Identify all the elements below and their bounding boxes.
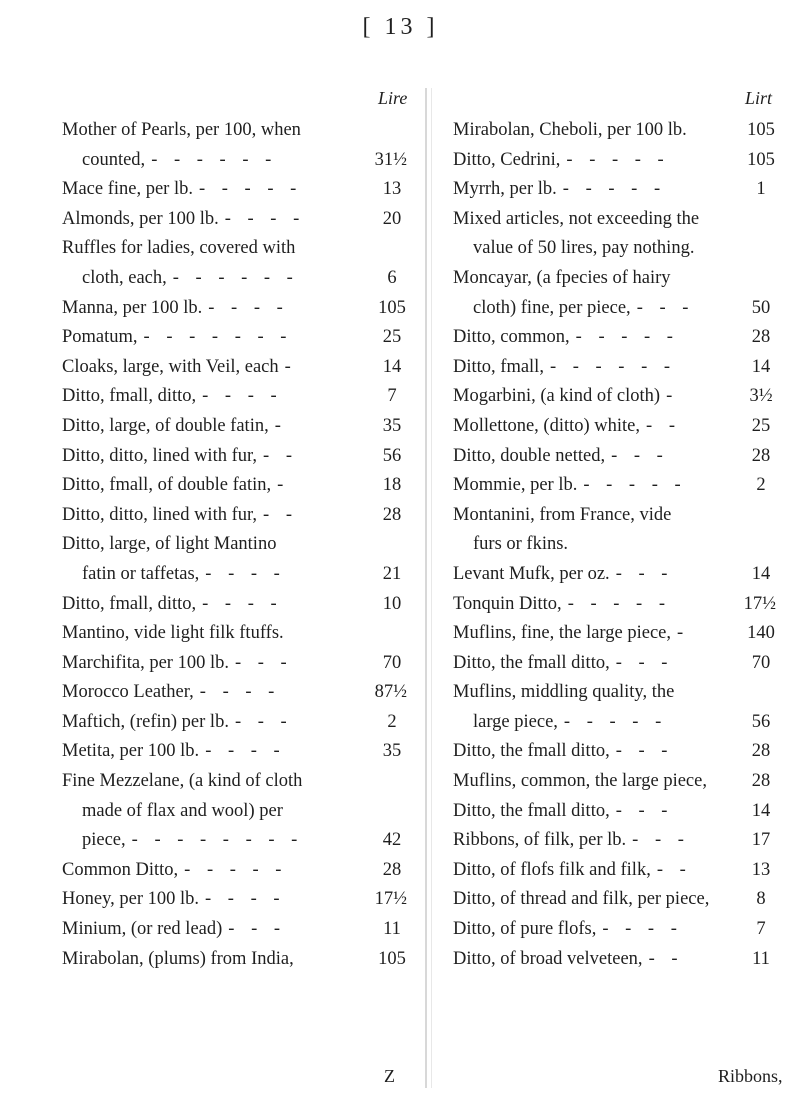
leader-dashes: [301, 116, 377, 146]
price-value: 14: [751, 800, 771, 821]
leader-dashes: [283, 797, 377, 827]
price-entry-row: [453, 767, 776, 797]
left-price-column: [62, 116, 407, 974]
price-value: 28: [751, 445, 771, 466]
price-value: 17: [751, 830, 771, 851]
leader-dashes: - - - - -: [184, 859, 288, 880]
leader-dashes: [694, 234, 746, 264]
price-value: 56: [382, 445, 402, 466]
price-value: 35: [382, 741, 402, 762]
leader-dashes: [276, 530, 377, 560]
price-value: [377, 619, 407, 649]
price-value: 28: [382, 859, 402, 880]
price-value: 20: [382, 208, 402, 229]
item-name: Ditto, common,: [453, 327, 570, 348]
item-name: cloth) fine, per piece,: [473, 297, 631, 318]
item-name: Levant Mufk, per oz.: [453, 563, 610, 584]
item-name: Muflins, middling quality, the: [453, 682, 675, 703]
price-entry-row: [62, 590, 407, 620]
leader-dashes: - - - -: [602, 919, 683, 940]
leader-dashes: [295, 234, 377, 264]
price-entry-row: [453, 856, 776, 886]
leader-dashes: - - - - -: [583, 475, 687, 496]
price-entry-row: [62, 560, 407, 590]
leader-dashes: -: [274, 415, 287, 436]
item-name: Common Ditto,: [62, 859, 179, 880]
price-entry-row: [62, 412, 407, 442]
price-entry-row: [453, 619, 776, 649]
price-entry-row: [453, 530, 776, 560]
price-entry-row: [453, 649, 776, 679]
item-name: Moncayar, (a fpecies of hairy: [453, 267, 671, 288]
price-value: 14: [751, 356, 771, 377]
leader-dashes: - -: [263, 504, 298, 525]
price-value: 105: [378, 948, 406, 969]
leader-dashes: - - -: [611, 445, 669, 466]
leader-dashes: -: [277, 475, 290, 496]
leader-dashes: - - - - -: [198, 179, 303, 200]
leader-dashes: - - - - - - - -: [131, 830, 304, 851]
item-name: Morocco Leather,: [62, 682, 194, 703]
price-value: 25: [751, 415, 771, 436]
item-name: Ribbons, of filk, per lb.: [453, 830, 627, 851]
leader-dashes: [671, 501, 746, 531]
leader-dashes: - - -: [228, 919, 287, 940]
price-value: [377, 234, 407, 264]
price-entry-row: [62, 175, 407, 205]
leader-dashes: - - - -: [202, 386, 283, 407]
price-value: 6: [387, 267, 397, 288]
leader-dashes: - - - - -: [562, 179, 667, 200]
price-entry-row: [453, 146, 776, 176]
item-name: Mirabolan, (plums) from India,: [62, 948, 294, 969]
price-value: 28: [751, 327, 771, 348]
price-value: 17½: [374, 889, 407, 910]
leader-dashes: [294, 945, 377, 975]
price-entry-row: [453, 175, 776, 205]
item-name: Tonquin Ditto,: [453, 593, 562, 614]
price-entry-row: [62, 767, 407, 797]
leader-dashes: -: [284, 356, 297, 377]
price-entry-row: [62, 708, 407, 738]
item-name: Myrrh, per lb.: [453, 179, 557, 200]
price-value: 70: [751, 652, 771, 673]
price-entry-row: [453, 797, 776, 827]
leader-dashes: - -: [648, 948, 684, 969]
catchword: Ribbons,: [718, 1066, 783, 1086]
item-name: Mommie, per lb.: [453, 475, 578, 496]
leader-dashes: [568, 530, 746, 560]
item-name: counted,: [82, 149, 146, 170]
item-name: Ditto, double netted,: [453, 445, 606, 466]
item-name: Ditto, of thread and filk, per piece,: [453, 889, 710, 910]
price-entry-row: [62, 146, 407, 176]
item-name: Ditto, the fmall ditto,: [453, 741, 610, 762]
leader-dashes: - - - -: [205, 889, 286, 910]
price-value: 87½: [374, 682, 407, 703]
leader-dashes: - - - -: [205, 741, 286, 762]
leader-dashes: - -: [656, 859, 692, 880]
price-value: 105: [747, 149, 775, 170]
price-value: [377, 797, 407, 827]
leader-dashes: -: [666, 386, 679, 407]
leader-dashes: [284, 619, 377, 649]
leader-dashes: - - -: [632, 830, 690, 851]
item-name: Honey, per 100 lb.: [62, 889, 200, 910]
leader-dashes: - - -: [234, 652, 293, 673]
price-value: 105: [747, 120, 775, 140]
item-name: Fine Mezzelane, (a kind of cloth: [62, 771, 303, 792]
price-value: 31½: [374, 149, 407, 170]
price-entry-row: [453, 885, 776, 915]
leader-dashes: - - - -: [202, 593, 283, 614]
item-name: fatin or taffetas,: [82, 563, 200, 584]
price-value: [746, 264, 776, 294]
price-entry-row: [62, 619, 407, 649]
item-name: Ditto, fmall, ditto,: [62, 386, 197, 407]
price-entry-row: [62, 885, 407, 915]
right-price-column: [453, 116, 776, 974]
price-value: 56: [751, 711, 771, 732]
leader-dashes: - - - - -: [567, 593, 671, 614]
price-entry-row: [62, 471, 407, 501]
item-name: Mace fine, per lb.: [62, 179, 193, 200]
leader-dashes: - - - - -: [566, 149, 670, 170]
item-name: Metita, per 100 lb.: [62, 741, 200, 762]
item-name: cloth, each,: [82, 267, 167, 288]
item-name: Ditto, large, of light Mantino: [62, 534, 277, 555]
item-name: Mixed articles, not exceeding the: [453, 208, 700, 229]
leader-dashes: [707, 767, 746, 797]
item-name: Montanini, from France, vide: [453, 504, 672, 525]
price-entry-row: [62, 442, 407, 472]
item-name: Mogarbini, (a kind of cloth): [453, 386, 661, 407]
leader-dashes: - - - -: [199, 682, 281, 703]
item-name: Almonds, per 100 lb.: [62, 208, 219, 229]
price-entry-row: [453, 234, 776, 264]
price-entry-row: [62, 826, 407, 856]
price-value: 14: [751, 563, 771, 584]
price-entry-row: [62, 649, 407, 679]
leader-dashes: - - - - - -: [151, 149, 278, 170]
leader-dashes: - -: [263, 445, 298, 466]
price-value: 2: [756, 475, 766, 496]
price-value: [746, 205, 776, 235]
item-name: Ditto, fmall, of double fatin,: [62, 475, 272, 496]
price-entry-row: [453, 590, 776, 620]
item-name: Mirabolan, Cheboli, per 100 lb.: [453, 120, 687, 140]
price-value: [746, 501, 776, 531]
price-entry-row: [453, 501, 776, 531]
price-value: 10: [382, 593, 402, 614]
leader-dashes: - - - - - - -: [143, 327, 293, 348]
price-entry-row: [453, 116, 776, 146]
item-name: Ditto, of broad velveteen,: [453, 948, 643, 969]
leader-dashes: -: [677, 623, 690, 644]
item-name: Muflins, fine, the large piece,: [453, 623, 671, 644]
leader-dashes: - - - - - -: [172, 267, 299, 288]
column-divider: [425, 88, 427, 1088]
item-name: Ditto, large, of double fatin,: [62, 415, 269, 436]
leader-dashes: - - - -: [224, 208, 306, 229]
price-value: 35: [382, 415, 402, 436]
column-divider-inner: [431, 88, 432, 1088]
page-number: [ 13 ]: [362, 14, 439, 40]
price-value: 1: [756, 179, 766, 200]
price-entry-row: [453, 737, 776, 767]
item-name: piece,: [82, 830, 126, 851]
price-entry-row: [62, 915, 407, 945]
item-name: Ditto, of flofs filk and filk,: [453, 859, 651, 880]
item-name: made of flax and wool) per: [82, 800, 283, 821]
price-entry-row: [453, 264, 776, 294]
signature-mark: Z: [384, 1066, 395, 1086]
item-name: value of 50 lires, pay nothing.: [473, 238, 695, 259]
price-value: 21: [382, 563, 402, 584]
price-value: 11: [383, 919, 401, 940]
price-value: 28: [751, 771, 771, 792]
item-name: large piece,: [473, 711, 558, 732]
item-name: Mantino, vide light filk ftuffs.: [62, 623, 284, 644]
price-entry-row: [453, 323, 776, 353]
leader-dashes: - - -: [615, 652, 674, 673]
price-entry-row: [453, 826, 776, 856]
item-name: furs or fkins.: [473, 534, 569, 555]
price-entry-row: [62, 797, 407, 827]
item-name: Ditto, the fmall ditto,: [453, 800, 610, 821]
leader-dashes: - - -: [234, 711, 293, 732]
price-value: 50: [751, 297, 771, 318]
price-entry-row: [453, 442, 776, 472]
item-name: Ditto, ditto, lined with fur,: [62, 445, 258, 466]
leader-dashes: - - - - - -: [549, 356, 677, 377]
price-entry-row: [62, 294, 407, 324]
leader-dashes: - - - - -: [563, 711, 668, 732]
item-name: Ditto, the fmall ditto,: [453, 652, 610, 673]
price-entry-row: [453, 945, 776, 975]
price-entry-row: [62, 264, 407, 294]
item-name: Ditto, Cedrini,: [453, 149, 561, 170]
item-name: Ditto, of pure flofs,: [453, 919, 597, 940]
price-value: 17½: [743, 593, 776, 614]
price-entry-row: [453, 412, 776, 442]
price-value: 140: [747, 623, 775, 644]
item-name: Ditto, ditto, lined with fur,: [62, 504, 258, 525]
price-entry-row: [453, 294, 776, 324]
price-value: 8: [756, 889, 766, 910]
price-entry-row: [453, 678, 776, 708]
price-entry-row: [62, 945, 407, 975]
price-value: 14: [382, 356, 402, 377]
price-value: 2: [387, 711, 397, 732]
price-value: 3½: [749, 386, 773, 407]
right-currency-header: Lirt: [745, 88, 773, 108]
price-entry-row: [453, 560, 776, 590]
price-entry-row: [62, 530, 407, 560]
price-entry-row: [62, 856, 407, 886]
price-value: 28: [382, 504, 402, 525]
price-value: 28: [751, 741, 771, 762]
left-currency-header: Lire: [378, 88, 408, 108]
item-name: Mother of Pearls, per 100, when: [62, 120, 301, 140]
price-value: 11: [752, 948, 770, 969]
price-value: 42: [382, 830, 402, 851]
item-name: Ditto, fmall, ditto,: [62, 593, 197, 614]
item-name: Cloaks, large, with Veil, each: [62, 356, 279, 377]
leader-dashes: - - - - -: [575, 327, 679, 348]
price-value: 13: [751, 859, 771, 880]
leader-dashes: - - -: [636, 297, 695, 318]
price-entry-row: [62, 353, 407, 383]
leader-dashes: - - - -: [205, 563, 286, 584]
price-entry-row: [62, 205, 407, 235]
price-entry-row: [62, 234, 407, 264]
leader-dashes: - - -: [615, 741, 674, 762]
item-name: Marchifita, per 100 lb.: [62, 652, 229, 673]
price-value: [746, 234, 776, 264]
price-value: 25: [382, 327, 402, 348]
leader-dashes: - - -: [615, 563, 674, 584]
price-entry-row: [62, 323, 407, 353]
price-entry-row: [453, 471, 776, 501]
price-value: [746, 678, 776, 708]
price-entry-row: [453, 205, 776, 235]
leader-dashes: [302, 767, 377, 797]
price-value: 18: [382, 475, 402, 496]
item-name: Ditto, fmall,: [453, 356, 544, 377]
item-name: Minium, (or red lead): [62, 919, 223, 940]
price-value: 7: [387, 386, 397, 407]
price-value: [746, 530, 776, 560]
leader-dashes: - - - -: [208, 297, 289, 318]
price-entry-row: [453, 915, 776, 945]
item-name: Manna, per 100 lb.: [62, 297, 203, 318]
price-entry-row: [453, 708, 776, 738]
price-value: 13: [382, 179, 402, 200]
price-value: [377, 767, 407, 797]
price-value: [377, 116, 407, 146]
price-value: 105: [378, 297, 406, 318]
price-entry-row: [62, 678, 407, 708]
price-entry-row: [62, 382, 407, 412]
item-name: Mollettone, (ditto) white,: [453, 415, 641, 436]
price-entry-row: [62, 116, 407, 146]
price-entry-row: [62, 737, 407, 767]
leader-dashes: [699, 205, 746, 235]
price-value: 7: [756, 919, 766, 940]
item-name: Maftich, (refin) per lb.: [62, 711, 229, 732]
leader-dashes: - - -: [615, 800, 674, 821]
leader-dashes: [674, 678, 746, 708]
price-entry-row: [453, 382, 776, 412]
leader-dashes: [709, 885, 746, 915]
item-name: Pomatum,: [62, 327, 138, 348]
price-value: [377, 530, 407, 560]
price-entry-row: [453, 353, 776, 383]
item-name: Muflins, common, the large piece,: [453, 771, 707, 792]
leader-dashes: - -: [646, 415, 681, 436]
leader-dashes: [687, 116, 746, 146]
price-value: 70: [382, 652, 402, 673]
leader-dashes: [671, 264, 746, 294]
price-entry-row: [62, 501, 407, 531]
item-name: Ruffles for ladies, covered with: [62, 238, 296, 259]
